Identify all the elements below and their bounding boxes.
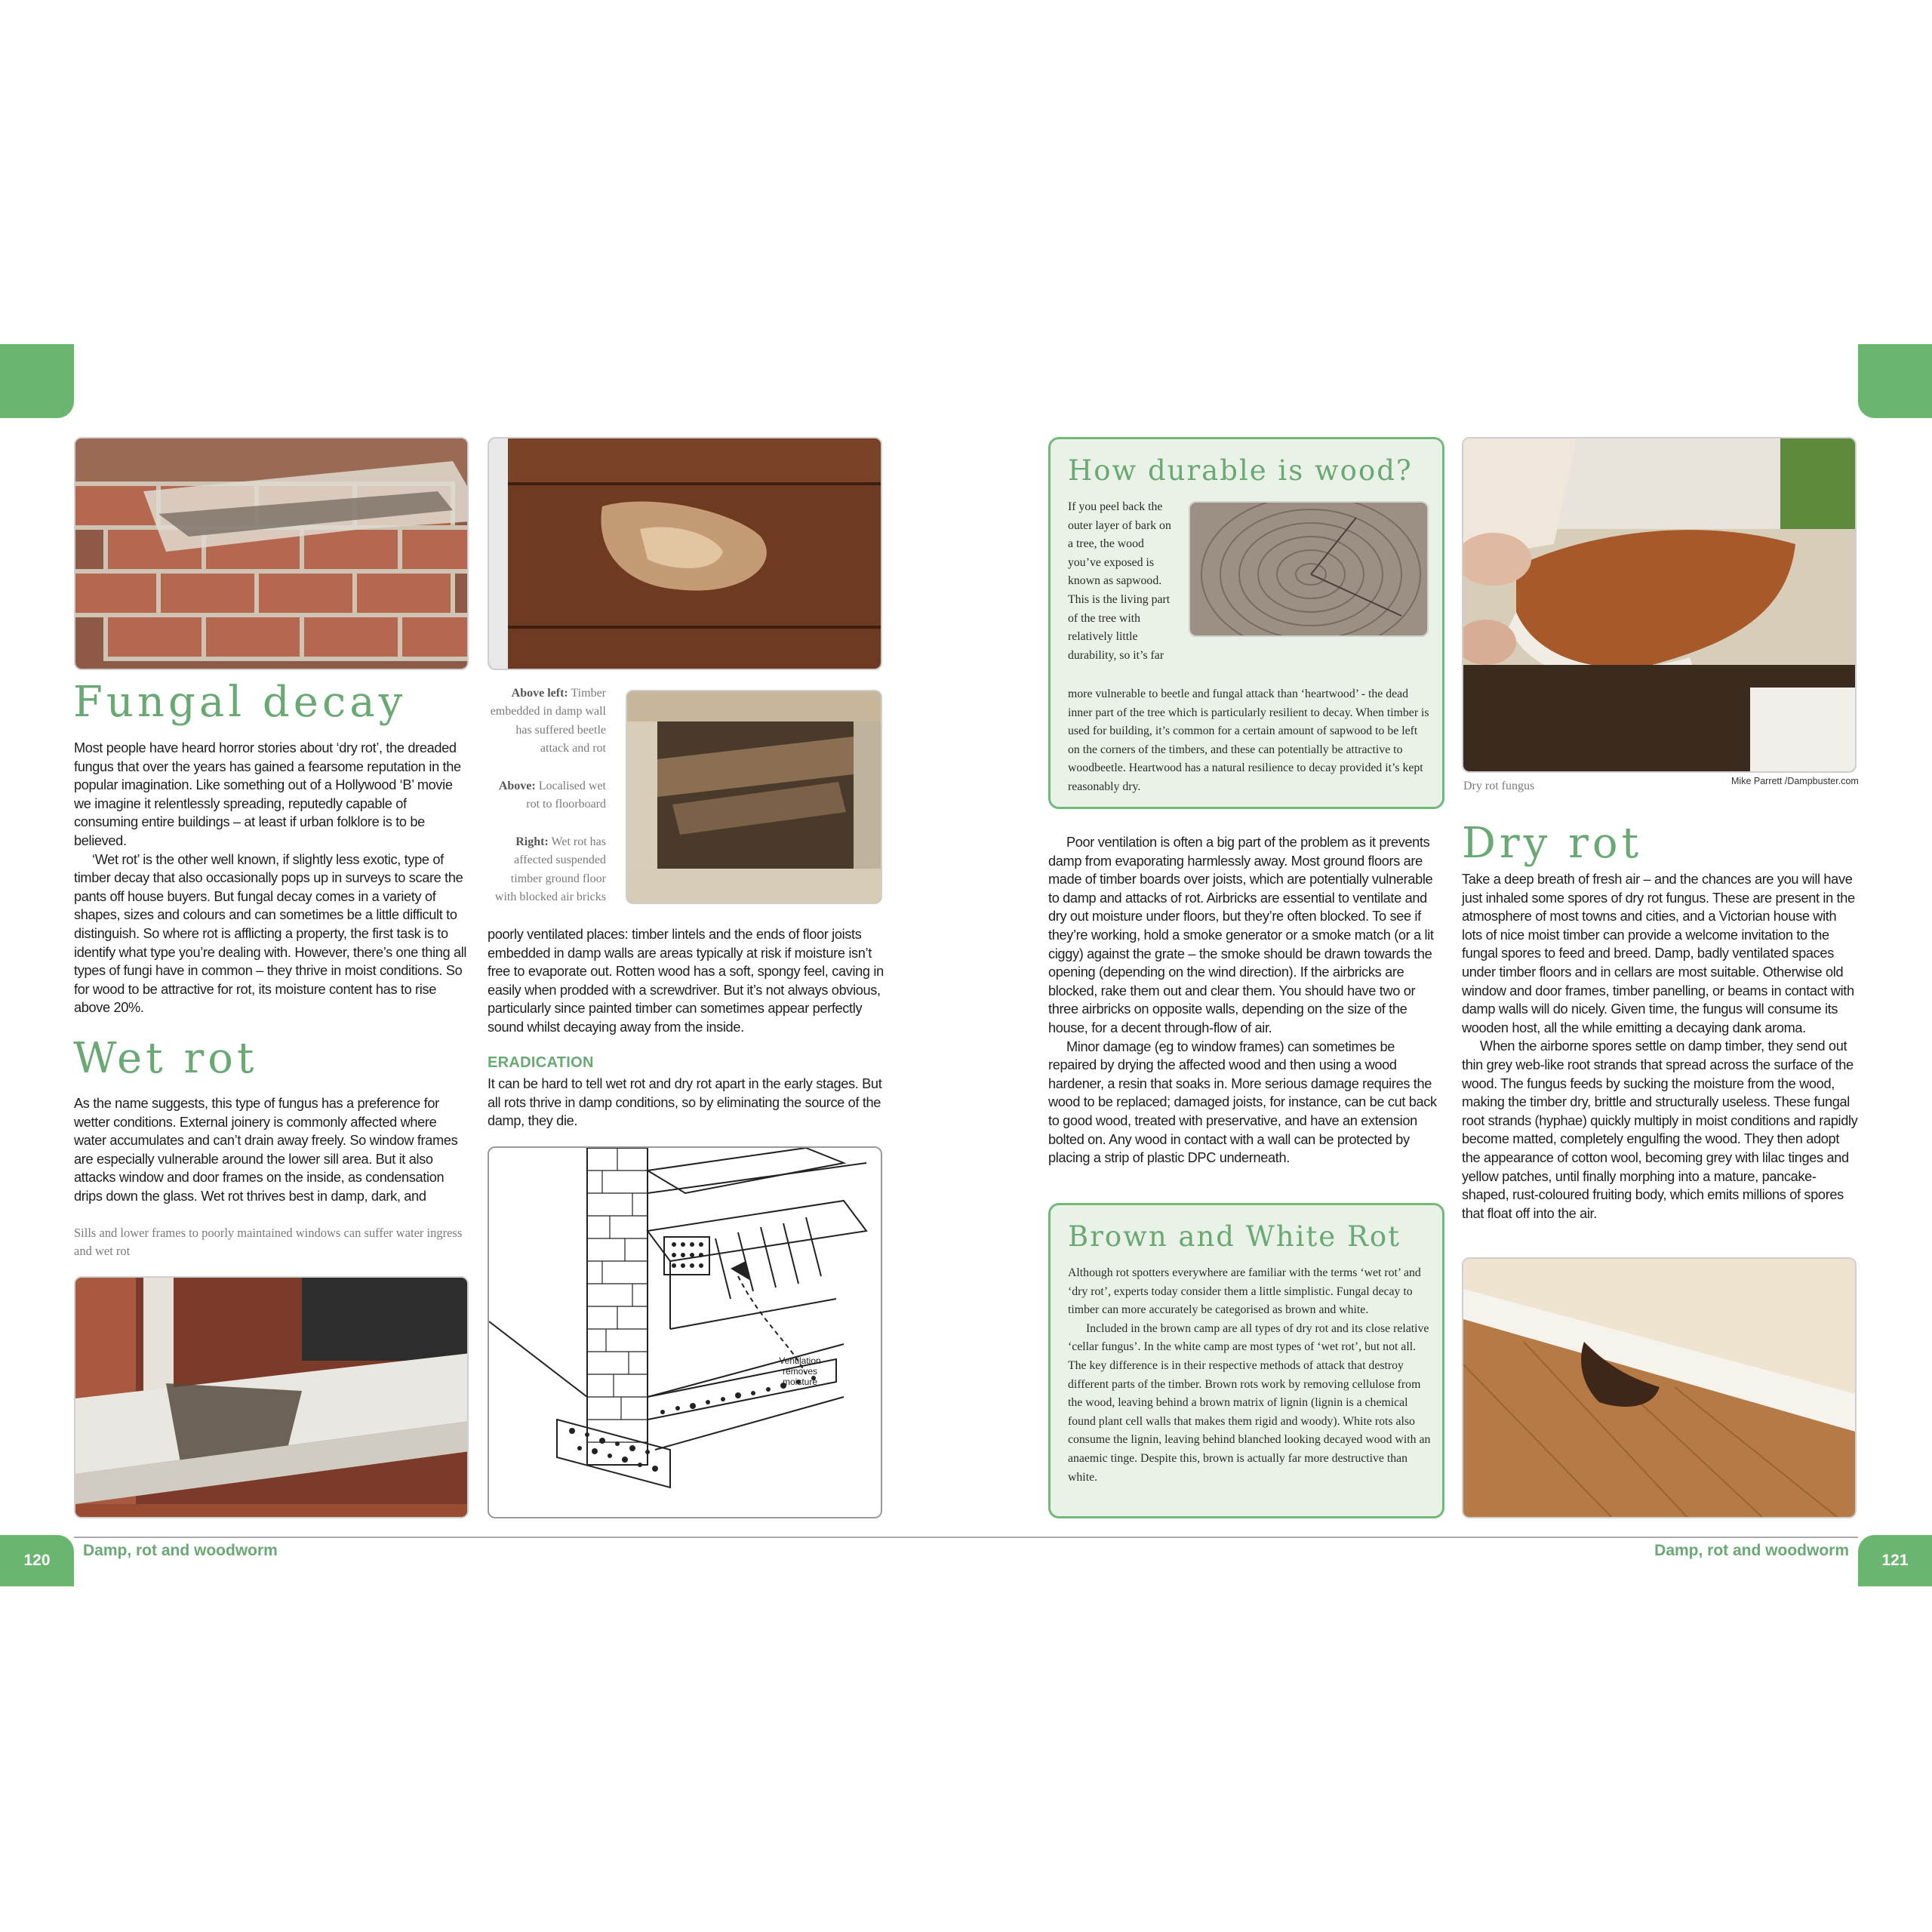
caption-label-right: Right:: [515, 835, 549, 848]
box-how-durable-is-wood: [1048, 437, 1444, 809]
caption-label-above: Above:: [498, 780, 536, 792]
window-sill-illustration: [75, 1278, 469, 1518]
dry-rot-fungus-illustration: [1463, 438, 1857, 773]
caption-above: [488, 777, 606, 814]
caption-text-above-left: Timber embedded in damp wall has suffered beetle attack and rot: [490, 687, 606, 755]
dry-rot-text: [1462, 870, 1860, 1223]
skirting-rot-illustration: [1463, 1259, 1857, 1518]
photo-window-sill-wet-rot: [74, 1276, 469, 1518]
eradication-paragraph: It can be hard to tell wet rot and dry rot apart in the early stages. But all rots thrive in damp conditions, so by eliminating the source of the damp, they die.: [488, 1076, 882, 1129]
floorboard-illustration: [489, 438, 882, 670]
box2-text: [1068, 1264, 1432, 1487]
caption-dry-rot-fungus: Dry rot fungus: [1463, 780, 1535, 792]
heading-wet-rot: Wet rot: [73, 1034, 258, 1083]
photo-brick-wall-timber: [74, 437, 469, 670]
box2-paragraph-2: Included in the brown camp are all types of dry rot and its close relative ‘cellar fungus’. In the white camp are most types of ‘wet rot’, but not all. The key difference is in their respective methods of attack that destroy different parts of the timber. Brown rots work by removing cellulose from the wood, leaving behind a brown matrix of lignin (lignin is a chemical found plant cell walls that makes them rigid and woody). White rots also consume the lignin, leaving behind blanched looking decayed wood with an anaemic tinge. Despite this, brown is actually far more destructive than white.: [1068, 1321, 1431, 1484]
ventilation-paragraph-1: Poor ventilation is often a big part of the problem as it prevents damp from evaporating harmlessly away. Most ground floors are made of timber boards over joists, which are potentially vulnerable to damp and attacks of rot. Airbricks are essential to ventilate and dry out moisture under floors, but they’re often blocked. To see if they’re working, hold a smoke generator or a smoke match (or a lit ciggy) against the grate – the smoke should be drawn towards the opening (depending on the wind direction). If the airbricks are blocked, rake them out and clear them. You should have two or three airbricks on opposite walls, depending on the size of the house, for a decent through-flow of air.: [1048, 835, 1434, 1035]
ventilation-text: [1048, 833, 1446, 1168]
photo-credit: Mike Parrett /Dampbuster.com: [1731, 776, 1859, 786]
suspended-floor-illustration: [627, 691, 882, 904]
eradication-text: [488, 1075, 884, 1131]
caption-text-right: Wet rot has affected suspended timber ground floor with blocked air bricks: [494, 835, 606, 904]
column-2-text: [488, 925, 884, 1037]
page-number-left: 120: [0, 1535, 74, 1586]
brick-wall-illustration: [75, 438, 469, 670]
diagram-label-removes: removes: [782, 1366, 818, 1377]
caption-label-above-left: Above left:: [511, 687, 568, 700]
wet-rot-paragraph: As the name suggests, this type of fungus has a preference for wetter conditions. External joinery is commonly affected where water accumulates and can’t drain away freely. So window frames are especially vulnerable around the lower sill area. But it also attacks window and door frames on the inside, as condensation drips down the glass. Wet rot thrives best in damp, dark, and: [74, 1096, 458, 1204]
heading-fungal-decay: Fungal decay: [73, 678, 407, 727]
caption-above-left: [488, 685, 606, 758]
fungal-paragraph-1: Most people have heard horror stories about ‘dry rot’, the dreaded fungus that over the years has gained a fearsome reputation in the popular imagination. Like something out of a Hollywood ‘B’ movie we imagine it relentlessly spreading, reputedly capable of consuming entire buildings – at least if urban folklore is to be believed.: [74, 740, 461, 848]
right-chapter-tab: [1858, 344, 1932, 418]
box1-text-a: If you peel back the outer layer of bark on a tree, the wood you’ve exposed is known as sapwood. This is the living part of the tree with relatively little durability, so it’s far: [1068, 500, 1171, 662]
box1-heading: How durable is wood?: [1068, 454, 1413, 487]
photo-suspended-floor: [626, 690, 882, 904]
page-number-right: 121: [1858, 1535, 1932, 1586]
diagram-label-moisture: moisture: [782, 1377, 818, 1387]
subheading-eradication: ERADICATION: [488, 1054, 594, 1071]
heading-dry-rot: Dry rot: [1462, 819, 1643, 868]
fungal-decay-text: [74, 739, 472, 1017]
dry-rot-paragraph-2: When the airborne spores settle on damp timber, they send out thin grey web-like root strands that spread across the surface of the wood. The fungus feeds by sucking the moisture from the wood, making the timber dry, brittle and structurally useless. These fungal root strands (hyphae) quickly multiply in moist conditions and rapidly become matted, completely engulfing the wood. They then adopt the appearance of cotton wool, becoming grey with lilac tinges and yellow patches, until finally morphing into a mature, pancake-shaped, rust-coloured fruiting body, which emits millions of spores that float off into the air.: [1462, 1038, 1858, 1221]
photo-dry-rot-fungus: [1462, 437, 1857, 773]
box-brown-and-white-rot: [1048, 1203, 1444, 1518]
photo-skirting-rot: [1462, 1257, 1857, 1518]
box2-heading: Brown and White Rot: [1068, 1220, 1401, 1253]
running-title-right: Damp, rot and woodworm: [1654, 1542, 1849, 1559]
tree-rings-illustration: [1190, 503, 1429, 637]
box1-text-b: more vulnerable to beetle and fungal attack than ‘heartwood’ - the dead inner part of the tree which is particularly resilient to decay. When timber is used for building, it’s common for a certain amount of sapwood to be left on the corners of the timbers, and these can potentially be attractive to woodbeetle. Heartwood has a natural resilience to decay provided it’s kept reasonably dry.: [1068, 688, 1429, 793]
photo-localised-wet-rot: [488, 437, 882, 670]
caption-sills: Sills and lower frames to poorly maintained windows can suffer water ingress and wet rot: [74, 1226, 463, 1259]
column-2-paragraph: poorly ventilated places: timber lintels and the ends of floor joists embedded in damp walls are areas typically at risk if moisture isn’t free to evaporate out. Rotten wood has a soft, spongy feel, caving in easily when prodded with a screwdriver. But it’s not always obvious, particularly since painted timber can sometimes appear perfectly sound whilst decaying away from the inside.: [488, 927, 884, 1035]
running-title-left: Damp, rot and woodworm: [83, 1542, 278, 1559]
diagram-label-ventilation: Ventilation: [779, 1355, 821, 1366]
footer-rule: [74, 1537, 1858, 1538]
ventilation-diagram-svg: [489, 1148, 882, 1518]
wet-rot-text: [74, 1094, 472, 1206]
box2-paragraph-1: Although rot spotters everywhere are familiar with the terms ‘wet rot’ and ‘dry rot’, experts today consider them a little simplistic. Fungal decay to timber can more accurately be categorised as brown and white.: [1068, 1266, 1421, 1317]
caption-text-above: Localised wet rot to floorboard: [526, 780, 606, 811]
photo-tree-rings: [1189, 501, 1429, 637]
fungal-paragraph-2: ‘Wet rot’ is the other well known, if slightly less exotic, type of timber decay that also occasionally pops up in surveys to scare the pants off house buyers. But fungal decay comes in a variety of shapes, sizes and colours and can sometimes be a little difficult to distinguish. So where rot is afflicting a property, the first task is to identify what type you’re dealing with. However, there’s one thing all types of fungi have in common – they thrive in moist conditions. So for wood to be attractive for rot, its moisture content has to rise above 20%.: [74, 851, 467, 1016]
left-chapter-tab: [0, 344, 74, 418]
diagram-ventilation: [488, 1146, 882, 1518]
ventilation-paragraph-2: Minor damage (eg to window frames) can sometimes be repaired by drying the affected wood and then using a wood hardener, a resin that soaks in. More serious damage requires the wood to be replaced; damaged joists, for instance, can be cut back to good wood, treated with preservative, and have an extension bolted on. Any wood in contact with a wall can be protected by placing a strip of plastic DPC underneath.: [1048, 1038, 1437, 1166]
dry-rot-paragraph-1: Take a deep breath of fresh air – and the chances are you will have just inhaled some spores of dry rot fungus. These are present in the atmosphere of most towns and cities, and a Victorian house with lots of nice moist timber can provide a welcome invitation to the fungal spores to feed and breed. Damp, badly ventilated spaces under timber floors and in cellars are most suitable. Otherwise old window and door frames, timber panelling, or beams in contact with damp walls will do nicely. Given time, the fungus will consume its wooden host, all the while emitting a decaying dank aroma.: [1462, 872, 1855, 1035]
caption-right: [488, 833, 606, 907]
